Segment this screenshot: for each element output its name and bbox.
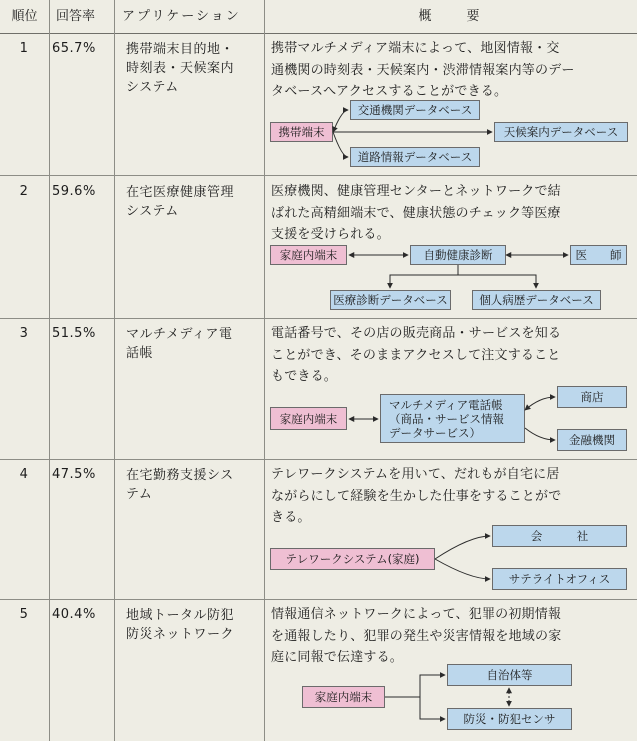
row-1-weather-db-box: 天候案内データベース — [494, 122, 628, 142]
row-5-link-municipality — [385, 675, 445, 697]
header-application: アプリケーション — [122, 9, 241, 24]
row-divider — [0, 175, 637, 176]
row-5-municipality-box: 自治体等 — [447, 664, 572, 686]
row-1-summary: 携帯マルチメディア端末によって、地図情報・交 通機関の時刻表・天候案内・渋滞情報案内等のデー タベースへアクセスすることができる。 — [271, 41, 575, 99]
row-4-telework-box: テレワークシステム(家庭) — [270, 548, 435, 570]
row-4-rate: 47.5% — [52, 467, 96, 482]
row-3-link-book-shop — [525, 397, 555, 410]
row-divider — [0, 459, 637, 460]
row-1-road-db-box: 道路情報データベース — [350, 147, 480, 167]
row-3-shop-box: 商店 — [557, 386, 627, 408]
row-1-rank: 1 — [19, 41, 29, 56]
row-5-rate: 40.4% — [52, 607, 96, 622]
column-divider — [114, 0, 115, 741]
row-3-link-book-finance — [525, 428, 555, 440]
row-5-summary: 情報通信ネットワークによって、犯罪の初期情報 を通報したり、犯罪の発生や災害情報を地域の家 庭に同報で伝達する。 — [271, 607, 562, 665]
row-3-rate: 51.5% — [52, 326, 96, 341]
row-4-application: 在宅勤務支援シス テム — [126, 468, 234, 502]
row-3-summary: 電話番号で、その店の販売商品・サービスを知る ことができ、そのままアクセスして注文すること もできる。 — [271, 326, 562, 384]
row-4-summary: テレワークシステムを用いて、だれもが自宅に居 ながらにして経験を生かした仕事をすることがで きる。 — [271, 467, 562, 525]
row-3-home-terminal-box: 家庭内端末 — [270, 407, 347, 430]
row-1-link-road — [333, 132, 348, 157]
header-summary: 概 要 — [418, 9, 483, 24]
row-2-auto-diagnosis-box: 自動健康診断 — [410, 245, 506, 265]
row-1-traffic-db-box: 交通機関データベース — [350, 100, 480, 120]
row-2-rank: 2 — [19, 184, 29, 199]
row-3-rank: 3 — [19, 326, 29, 341]
row-4-link-company — [435, 536, 490, 559]
row-1-link-traffic — [333, 110, 348, 132]
row-4-rank: 4 — [19, 467, 29, 482]
row-1-application: 携帯端末目的地・ 時刻表・天候案内 システム — [126, 42, 235, 95]
header-rate: 回答率 — [56, 9, 96, 24]
column-divider — [49, 0, 50, 741]
row-5-application: 地域トータル防犯 防災ネットワーク — [126, 608, 235, 642]
row-2-summary: 医療機関、健康管理センターとネットワークで結 ばれた高精細端末で、健康状態のチェック等医療 支援を受けられる。 — [271, 184, 561, 242]
row-4-company-box: 会 社 — [492, 525, 627, 547]
header-divider — [0, 33, 637, 34]
row-2-application: 在宅医療健康管理 システム — [126, 185, 235, 219]
row-2-rate: 59.6% — [52, 184, 96, 199]
row-4-link-satellite — [435, 559, 490, 579]
row-2-history-db-box: 個人病歴データベース — [472, 290, 601, 310]
row-5-sensor-box: 防災・防犯センサ — [447, 708, 572, 730]
row-2-medical-db-box: 医療診断データベース — [330, 290, 451, 310]
row-3-finance-box: 金融機関 — [557, 429, 627, 451]
row-1-rate: 65.7% — [52, 41, 96, 56]
row-5-rank: 5 — [19, 607, 29, 622]
row-divider — [0, 318, 637, 319]
header-rank: 順位 — [11, 9, 38, 24]
row-2-link-diag-meddb — [390, 265, 458, 288]
row-divider — [0, 599, 637, 600]
row-3-application: マルチメディア電 話帳 — [126, 327, 233, 361]
column-divider — [264, 0, 265, 741]
row-4-satellite-box: サテライトオフィス — [492, 568, 627, 590]
row-2-doctor-box: 医 師 — [570, 245, 627, 265]
row-3-phonebook-box: マルチメディア電話帳 （商品・サービス情報 データサービス） — [380, 394, 525, 443]
row-2-link-diag-histdb — [458, 275, 536, 288]
row-2-home-terminal-box: 家庭内端末 — [270, 245, 347, 265]
row-5-home-terminal-box: 家庭内端末 — [302, 686, 385, 708]
row-5-link-sensor — [420, 697, 445, 719]
row-1-terminal-box: 携帯端末 — [270, 122, 333, 142]
